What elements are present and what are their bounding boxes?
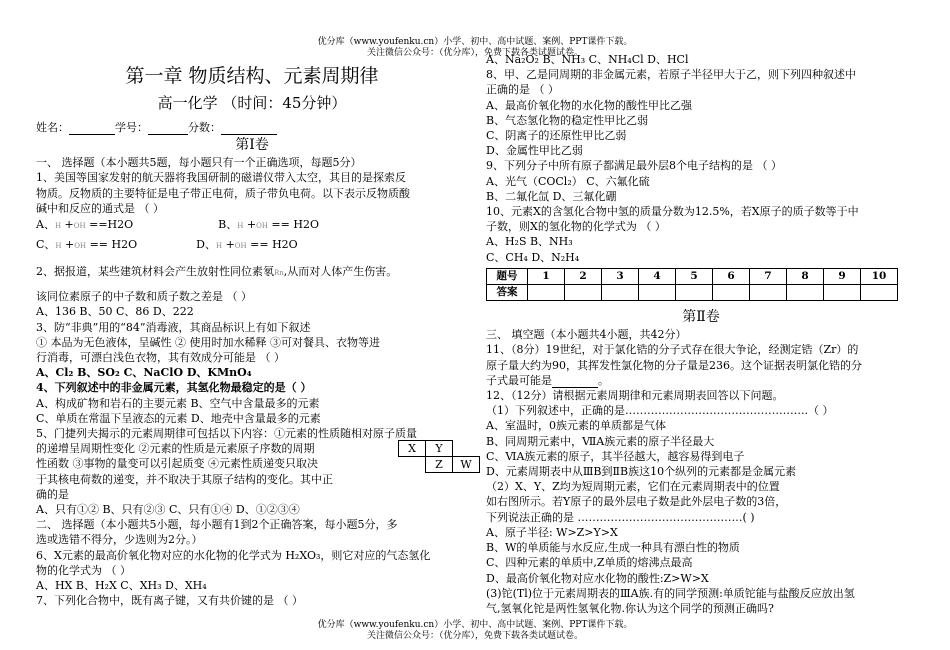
q12-part2-option-b: B、W的单质能与水反应,生成一种具有漂白性的物质 bbox=[486, 541, 740, 555]
answer-cell[interactable] bbox=[676, 285, 713, 301]
q8-line-1: 8、甲、乙是同周期的非金属元素，若原子半径甲大于乙，则下列四种叙述中 bbox=[486, 68, 856, 82]
answer-cell[interactable] bbox=[824, 285, 861, 301]
q12-part2-line-2: 如右图所示。若Y原子的最外层电子数是此外层电子数的3倍， bbox=[486, 495, 787, 509]
q1-options-ab: A、H +OH ==H2O B、H +OH == H2O bbox=[36, 218, 319, 232]
section-1-title: 第Ⅰ卷 bbox=[235, 137, 269, 154]
ion-oh-a: OH bbox=[73, 222, 86, 231]
answer-cell[interactable] bbox=[787, 285, 824, 301]
header-line-2: 关注微信公众号：（优分库），免费下载各类试题试卷。 bbox=[366, 48, 583, 58]
section-2-instructions-2: 选或选错不得分，少选则为2分。） bbox=[36, 533, 203, 547]
paper-subtitle: 高一化学 （时间：45分钟） bbox=[157, 94, 347, 112]
student-info-line bbox=[36, 120, 468, 135]
ion-h-c: H bbox=[55, 242, 62, 251]
answer-table-num: 9 bbox=[824, 268, 861, 284]
q12-part1-option-d: D、元素周期表中从ⅢB到ⅡB族这10个纵列的元素都是金属元素 bbox=[486, 465, 797, 479]
q9-options-ac: A、光气（COCl₂） C、六氟化硫 bbox=[486, 174, 650, 188]
ion-h-a: H bbox=[54, 222, 62, 231]
ion-oh-b: OH bbox=[256, 222, 268, 231]
grid-cell-blank bbox=[399, 457, 426, 473]
name-blank[interactable] bbox=[69, 134, 115, 135]
ion-oh-d: OH bbox=[234, 242, 247, 251]
answer-cell[interactable] bbox=[639, 285, 676, 301]
q10-options-cd: C、CH₄ D、N₂H₄ bbox=[486, 250, 580, 264]
answer-table-num: 10 bbox=[861, 268, 898, 284]
answer-table bbox=[486, 268, 898, 301]
q1-line-2: 物质。反物质的主要特征是电子带正电荷，质子带负电荷。以下表示反物质酸 bbox=[36, 186, 410, 200]
section-1-instructions: 一、 选择题（本小题共5题，每小题只有一个正确选项，每题5分） bbox=[36, 156, 362, 170]
grid-cell-z: Z bbox=[426, 457, 453, 473]
answer-table-num: 5 bbox=[676, 268, 713, 284]
q11-text: 子式最可能是 bbox=[486, 373, 552, 387]
q3-line-1: 3、防“非典”用的“84”消毒液，其商品标识上有如下叙述 bbox=[36, 320, 311, 334]
right-column bbox=[486, 52, 916, 616]
grid-cell-y: Y bbox=[426, 441, 453, 457]
section-3-instructions: 三、 填空题（本小题共4小题，共42分） bbox=[486, 328, 687, 342]
q11-line-1: 11、（8分）19世纪，对于氯化锆的分子式存在很大争论，经测定锆（Zr）的 bbox=[486, 343, 859, 357]
ion-oh-c: OH bbox=[74, 242, 87, 251]
q10-line-2: 子数，则X的氢化物的化学式为 （ ） bbox=[486, 220, 666, 234]
answer-cell[interactable] bbox=[750, 285, 787, 301]
q9-options-bd: B、二氟化氙 D、三氟化硼 bbox=[486, 189, 617, 203]
answer-table-answer-row bbox=[487, 285, 898, 301]
q5-line-2: 的递增呈周期性变化 ②元素的性质是元素原子序数的周期 bbox=[36, 442, 315, 456]
q5-line-1: 5、门捷列夫揭示的元素周期律可包括以下内容：①元素的性质随相对原子质量 bbox=[36, 427, 417, 441]
q10-line-1: 10、元素X的含氢化合物中氢的质量分数为12.5%，若X原子的质子数等于中 bbox=[486, 205, 859, 219]
q1-line-1: 1、美国等国家发射的航天器将我国研制的磁谱仪带入太空，其目的是探索反 bbox=[36, 171, 406, 185]
q4-options-cd: C、单质在常温下呈液态的元素 D、地壳中含量最多的元素 bbox=[36, 411, 321, 425]
grid-cell-empty bbox=[453, 441, 480, 457]
q5-line-5: 确的是 bbox=[36, 487, 69, 501]
q8-option-a: A、最高价氧化物的水化物的酸性甲比乙强 bbox=[486, 98, 692, 112]
q1-option-d-label: D、 bbox=[196, 238, 216, 252]
q1-option-d-tail: == H2O bbox=[246, 238, 298, 252]
answer-table-label: 题号 bbox=[487, 268, 528, 284]
q9-line-1: 9、下列分子中所有原子都满足最外层8个电子结构的是 （ ） bbox=[486, 159, 782, 173]
q7-options: A、Na₂O₂ B、NH₃ C、NH₄Cl D、HCl bbox=[486, 53, 689, 66]
grid-cell-w: W bbox=[453, 457, 480, 473]
q8-line-2: 正确的是 （ ） bbox=[486, 83, 559, 97]
name-label: 姓名： bbox=[36, 121, 69, 134]
q6-options: A、HX B、H₂X C、XH₃ D、XH₄ bbox=[36, 579, 207, 593]
grid-cell-x: X bbox=[399, 441, 426, 457]
q3-line-2: ① 本品为无色液体，呈碱性 ② 使用时加水稀释 ③可对餐具、衣物等进 bbox=[36, 335, 380, 349]
footer-line-1: 优分库（www.youfenku.cn）小学、初中、高中试题、案例、PPT课件下载。 bbox=[317, 620, 633, 630]
q10-options-ab: A、H₂S B、NH₃ bbox=[486, 235, 573, 249]
q3-line-3: 行消毒，可漂白浅色衣物，其有效成分可能是 （ ） bbox=[36, 351, 285, 365]
q5-line-3: 性函数 ③事物的量变可以引起质变 ④元素性质递变只取决 bbox=[36, 457, 318, 471]
section-2-title: 第Ⅱ卷 bbox=[682, 309, 720, 326]
q12-part1: （1）下列叙述中，正确的是…………………………………………..（ ） bbox=[486, 404, 834, 418]
q12-part3-line-1: (3)铊(Tl)位于元素周期表的ⅢA族.有的同学预测:单质铊能与盐酸反应放出氢 bbox=[486, 586, 855, 600]
element-position-grid bbox=[398, 440, 480, 473]
q6-line-2: 物的化学式为 （ ） bbox=[36, 563, 131, 577]
answer-table-num: 7 bbox=[750, 268, 787, 284]
answer-cell[interactable] bbox=[602, 285, 639, 301]
footer-line-2: 关注微信公众号：（优分库），免费下载各类试题试卷。 bbox=[366, 631, 583, 641]
paper-title: 第一章 物质结构、元素周期律 bbox=[125, 65, 379, 87]
q8-option-d: D、金属性甲比乙弱 bbox=[486, 144, 583, 158]
answer-cell[interactable] bbox=[565, 285, 602, 301]
q12-part2-line-1: （2）X、Y、Z均为短周期元素，它们在元素周期表中的位置 bbox=[486, 480, 780, 494]
q2-options: A、136 B、50 C、86 D、222 bbox=[36, 305, 194, 319]
q11-period: 。 bbox=[598, 373, 609, 387]
q1-option-b-label: B、 bbox=[218, 218, 238, 232]
q2-line-2: 该同位素原子的中子数和质子数之差是 （ ） bbox=[36, 290, 252, 304]
q4-line-1: 4、下列叙述中的非金属元素，其氢化物最稳定的是（ ） bbox=[36, 381, 312, 395]
q12-part2-line-3: 下列说法正确的是 ………………………………………( ) bbox=[486, 510, 755, 524]
q2-line-1 bbox=[36, 264, 468, 281]
q12-part1-option-a: A、室温时，0族元素的单质都是气体 bbox=[486, 419, 666, 433]
header-line-1: 优分库（www.youfenku.cn）小学、初中、高中试题、案例、PPT课件下载。 bbox=[317, 37, 633, 47]
q1-options-cd: C、H +OH == H2O D、H +OH == H2O bbox=[36, 238, 298, 252]
answer-row-label: 答案 bbox=[487, 285, 528, 301]
id-label: 学号： bbox=[115, 121, 148, 134]
q11-line-2: 原子量大约为90，其挥发性氯化物的分子量是236。这个证据表明氯化锆的分 bbox=[486, 358, 862, 372]
q5-line-4: 于其核电荷数的递变，并不取决于其原子结构的变化。其中正 bbox=[36, 472, 333, 486]
q1-option-a-label: A、 bbox=[36, 218, 55, 232]
answer-table-num: 8 bbox=[787, 268, 824, 284]
q7-line-1: 7、下列化合物中，既有离子键，又有共价键的是 （ ） bbox=[36, 594, 303, 608]
answer-table-num: 2 bbox=[565, 268, 602, 284]
q12-line-1: 12、（12分）请根据元素周期律和元素周期表回答以下问题。 bbox=[486, 389, 784, 403]
q8-option-b: B、气态氢化物的稳定性甲比乙弱 bbox=[486, 113, 649, 127]
q5-options: A、只有①② B、只有②③ C、只有①④ D、①②③④ bbox=[36, 503, 300, 517]
q12-part2-option-c: C、四种元素的单质中,Z单质的熔沸点最高 bbox=[486, 556, 693, 570]
ion-h-d: H bbox=[215, 242, 223, 251]
ion-h-b: H bbox=[237, 222, 244, 231]
q12-part1-option-b: B、同周期元素中，ⅦA族元素的原子半径最大 bbox=[486, 434, 715, 448]
q3-options: A、Cl₂ B、SO₂ C、NaClO D、KMnO₄ bbox=[36, 366, 252, 380]
q2-text-b: ,从而对人体产生伤害。 bbox=[283, 265, 398, 279]
answer-table-header-row bbox=[487, 268, 898, 284]
answer-table-num: 6 bbox=[713, 268, 750, 284]
left-column bbox=[36, 52, 468, 608]
answer-table-num: 4 bbox=[639, 268, 676, 284]
q11-line-3 bbox=[486, 373, 916, 388]
q1-option-a-tail: ==H2O bbox=[85, 218, 134, 232]
section-2-instructions-1: 二、 选择题（本小题共5小题，每小题有1到2个正确答案，每小题5分，多 bbox=[36, 518, 398, 532]
q12-part1-option-c: C、ⅥA族元素的原子，其半径越大，越容易得到电子 bbox=[486, 449, 745, 463]
radon-symbol: Rn bbox=[274, 269, 284, 278]
q4-options-ab: A、构成矿物和岩石的主要元素 B、空气中含量最多的元素 bbox=[36, 396, 320, 410]
score-label: 分数： bbox=[188, 121, 221, 134]
answer-cell[interactable] bbox=[713, 285, 750, 301]
answer-table-num: 3 bbox=[602, 268, 639, 284]
q1-option-c-label: C、 bbox=[36, 238, 56, 252]
q12-part3-line-2: 气,氢氧化铊是两性氢氧化物.你认为这个同学的预测正确吗? bbox=[486, 601, 774, 615]
answer-table-num: 1 bbox=[528, 268, 565, 284]
answer-cell[interactable] bbox=[861, 285, 898, 301]
q8-option-c: C、阴离子的还原性甲比乙弱 bbox=[486, 129, 627, 143]
q1-option-c-tail: == H2O bbox=[86, 238, 138, 252]
id-blank[interactable] bbox=[148, 134, 188, 135]
q12-part2-option-d: D、最高价氧化物对应水化物的酸性:Z>W>X bbox=[486, 571, 709, 585]
answer-cell[interactable] bbox=[528, 285, 565, 301]
q1-line-3: 碱中和反应的通式是 （ ） bbox=[36, 201, 164, 215]
q1-option-b-tail: == H2O bbox=[267, 218, 319, 232]
q12-part2-option-a: A、原子半径: W>Z>Y>X bbox=[486, 525, 618, 539]
q2-text-a: 2、据报道，某些建筑材料会产生放射性同位素氡 bbox=[36, 265, 274, 279]
page-footer bbox=[0, 620, 950, 642]
q6-line-1: 6、X元素的最高价氧化物对应的水化物的化学式为 H₂XO₃，则它对应的气态氢化 bbox=[36, 548, 431, 562]
